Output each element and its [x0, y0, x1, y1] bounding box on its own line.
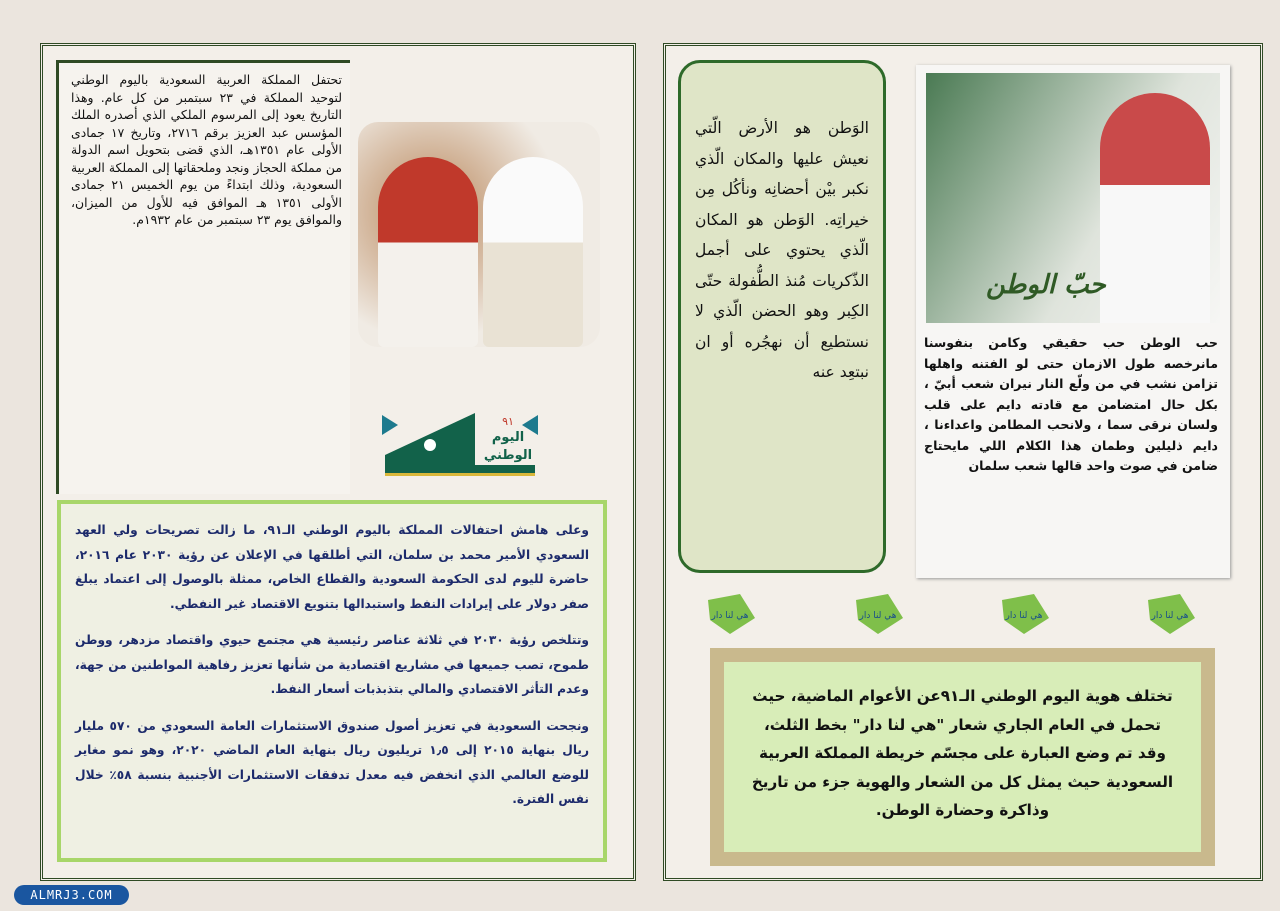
leaders-photo [358, 122, 600, 347]
vision-2030-box [57, 500, 607, 862]
hi-lana-dar-logo [994, 590, 1052, 638]
watermark: ALMRJ3.COM [14, 885, 129, 905]
identity-box [710, 648, 1215, 866]
vision-paragraph: وعلى هامش احتفالات المملكة باليوم الوطني الـ٩١، ما زالت تصريحات ولي العهد السعودي الأمير محمد بن سلمان، التي أطلقها في الإعلان عن رؤية ٢٠٣٠ عام ٢٠١٦، حاضرة لليوم لدى الحكومة السعودية والقطاع الخاص، ممثلة بالوصول إلى اعتماد يبلغ صفر دولار على إيرادات النفط واستبدالها بتنويع الاقتصاد غير النفطي. [75, 523, 589, 611]
love-of-homeland-card [916, 65, 1230, 578]
mini-logo-text: هي لنا دار [711, 611, 749, 621]
national-day-91-logo [380, 405, 540, 477]
hi-lana-dar-logo [1140, 590, 1198, 638]
logo-line1: اليوم [491, 430, 525, 445]
card-title: حبّ الوطن [986, 270, 1106, 300]
logo-line2: الوطني [483, 448, 533, 463]
poem-text: حب الوطن حب حقيقي وكامن بنفوسنا مانرخصه طول الازمان حتى لو الفتنه واهلها تزامن نشب في من ولّع النار نيران شعب أبيّ ، بكل حال امتضامن مع قادته دايم على قلب ولسان نرقى سما ، ولانحب المطامن واعداءنا ، دايم ذليلين وطمان هذا الكلام اللي مايحتاج ضامن في صوت واحد قالها شعب سلمان [924, 335, 1218, 473]
vision-paragraph: ونجحت السعودية في تعزيز أصول صندوق الاستثمارات العامة السعودي من ٥٧٠ مليار ريال بنهاية ٢٠١٥ إلى ١٫٥ تريليون ريال بنهاية العام الماضي ٢٠٢٠، وهو نمو مغاير للوضع العالمي الذي انخفض فيه معدل تدفقات الاستثمارات الأجنبية بنسبة ٥٨٪ خلال نفس الفترة. [75, 718, 590, 806]
logo-number: ٩١ [502, 415, 514, 428]
homeland-definition-box [678, 60, 886, 573]
mini-logo-text: هي لنا دار [1151, 611, 1189, 621]
mini-logo-text: هي لنا دار [859, 611, 897, 621]
homeland-text: الوَطن هو الأرض الّتي نعيش عليها والمكان الّذي نكبر بيْن أحضانِه ونأكُل مِن خيراتِه. الوَطن هو المكان الّذي يحتوي على أجمل الذّكريات مُنذ الطُّفولة حتّى الكِبر وهو الحضن الّذي لا نستطيع أن نهجُره أو ان نبتعِد عنه [695, 119, 869, 381]
identity-text: تختلف هوية اليوم الوطني الـ٩١عن الأعوام الماضية، حيث تحمل في العام الجاري شعار "هي لنا دار" بخط الثلث، وقد تم وضع العبارة على مجسّم خريطة المملكة العربية السعودية حيث يمثل كل من الشعار والهوية جزء من تاريخ وذاكرة وحضارة الوطن. [724, 662, 1201, 852]
intro-text-box [56, 60, 350, 494]
mini-logo-text: هي لنا دار [1005, 611, 1043, 621]
intro-text: تحتفل المملكة العربية السعودية باليوم الوطني لتوحيد المملكة في ٢٣ سبتمبر من كل عام. وهذا التاريخ يعود إلى المرسوم الملكي الذي أصدره الملك المؤسس عبد العزيز برقم ٢٧١٦، وتاريخ ١٧ جمادى الأولى عام ١٣٥١هـ، الذي قضى بتحويل اسم الدولة من مملكة الحجاز ونجد وملحقاتها إلى المملكة العربية السعودية، وذلك ابتداءً من يوم الخميس ٢١ جمادى الأولى ١٣٥١ هـ الموافق فيه للأول من الميزان، والموافق يوم ٢٣ سبتمبر من عام ١٩٣٢م. [71, 72, 343, 227]
hi-lana-dar-logo [848, 590, 906, 638]
vision-paragraph: وتتلخص رؤية ٢٠٣٠ في ثلاثة عناصر رئيسية هي مجتمع حيوي واقتصاد مزدهر، ووطن طموح، تصب جميعها في مشاريع اقتصادية من شأنها تعزيز رفاهية المواطنين من جهة، وعدم التأثر الاقتصادي والمالي بتذبذبات أسعار النفط. [75, 633, 589, 696]
hi-lana-dar-logo [700, 590, 758, 638]
